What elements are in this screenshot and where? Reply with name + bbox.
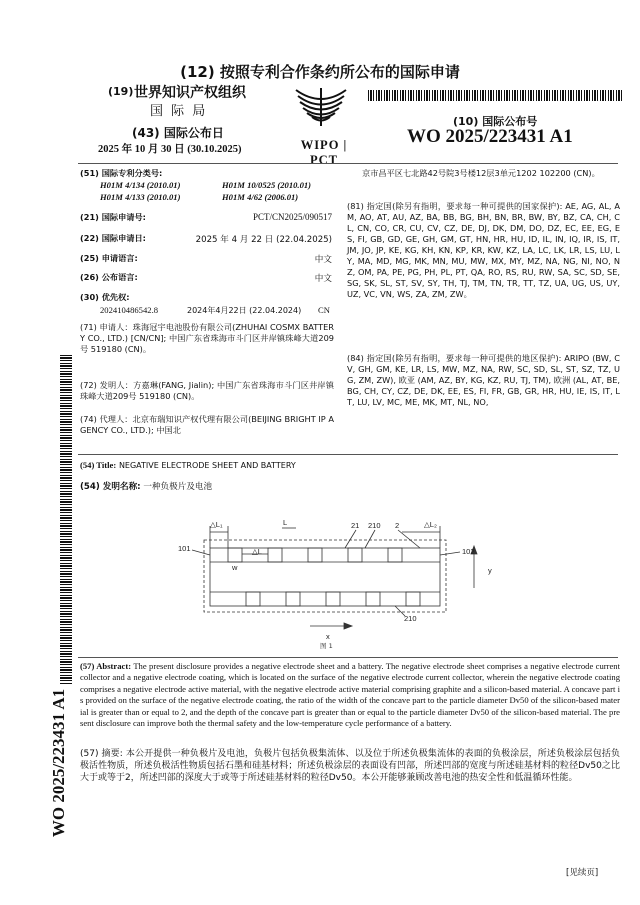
fig-label-101: 101 [178,544,191,553]
pub-no-label: (10) 国际公布号 [453,115,538,128]
continued-note: [见续页] [566,868,599,878]
org-sub: 国 际 局 [150,104,208,119]
pub-lang: 中文 [314,274,332,284]
agent-continued: 京市昌平区七北路42号院3号楼12层3单元1202 102200 (CN)。 [362,168,600,178]
pub-date-label: (43) 国际公布日 [132,126,224,140]
fig-label-dl2: △L₂ [424,520,437,529]
abstract-en [80,661,620,729]
fig-label-2: 2 [395,521,400,530]
title-en: NEGATIVE ELECTRODE SHEET AND BATTERY [118,461,296,470]
barcode-side [60,355,72,685]
title-en-row [80,460,296,471]
figure-1 [170,510,510,640]
title-cn: 一种负极片及电池 [143,482,213,492]
priority-country: CN [318,305,330,315]
agent: (74) 代理人：北京布瑞知识产权代理有限公司(BEIJING BRIGHT IP AGENCY CO., LTD.); 中国北 [80,414,334,435]
wipo-logo-icon [286,86,356,146]
document-title: (12) 按照专利合作条约所公布的国际申请 [180,63,460,81]
side-pub-no: WO 2025/223431 A1 [49,688,68,838]
header-rule [78,163,618,164]
abstract-en-text: The present disclosure provides a negative electrode sheet and a battery. The negative electrode sheet comprises a negative electrode current collector and a negative electrode coating, which is located on the surface of the negative electrode current collector, wherein the negative electrode coating comprises a negative electrode active material, with the negative electrode active material comprising graphite and a silicon-based material. A concave part is provided on the surface of the negative electrode coating, the ratio of the width of the concave part to the particle diameter Dv50 of the silicon-based material is greater than or equal to 2, and the depth of the concave part is greater than or equal to the particle diameter Dv50 of the silicon-based material. The present disclosure can improve both the thermal safety and the low-temperature cycle performance of a battery. [80,661,620,729]
app-no-label: (21) 国际申请号: [80,212,146,222]
org-number: (19) [108,85,134,98]
org-name: 世界知识产权组织 [134,85,246,101]
ipc-label: (51) 国际专利分类号: [80,168,163,178]
ipc-1: H01M 4/134 (2010.01) [100,180,181,190]
fig-label-l: L [283,518,288,527]
pub-lang-label: (26) 公布语言: [80,272,138,282]
pub-date: 2025 年 10 月 30 日 (30.10.2025) [98,144,242,155]
ipc-2: H01M 10/0525 (2010.01) [222,180,312,190]
fig-label-y: y [488,566,492,575]
abstract-cn: (57) 摘要: 本公开提供一种负极片及电池，负极片包括负极集流体、以及位于所述负极集流体的表面的负极涂层，所述负极涂层包括负极活性物质，所述负极活性物质包括石墨和硅基材料；所述负极涂层的表面设有凹部，所述凹部的宽度与所述硅基材料的粒径Dv50之比大于或等于2，所述凹部的深度大于或等于所述硅基材料的粒径Dv50。本公开能够兼顾改善电池的热安全性和低温循环性能。 [80,749,620,784]
fig-label-dl1: △L₁ [210,520,223,529]
fig-label-210-top: 210 [368,521,381,530]
priority-date: 2024年4月22日 (22.04.2024) [187,306,302,315]
title-en-label: (54) Title: [80,460,117,470]
fig-label-dl: △L [252,547,262,556]
fig-label-21: 21 [351,521,360,530]
biblio-rule [78,454,618,455]
pub-no: WO 2025/223431 A1 [407,126,573,147]
wipo-text: WIPO | PCT [300,138,348,167]
ipc-3: H01M 4/133 (2010.01) [100,192,181,202]
filing-date-label: (22) 国际申请日: [80,233,146,243]
title-cn-label: (54) 发明名称: [80,482,141,492]
filing-lang-label: (25) 申请语言: [80,253,138,263]
figure-caption: 图 1 [320,642,333,650]
priority-no: 202410486542.8 [100,305,159,315]
ipc-4: H01M 4/62 (2006.01) [222,192,299,202]
inventor: (72) 发明人：方嘉琳(FANG, Jialin); 中国广东省珠海市斗门区井岸镇珠峰大道209号 519180 (CN)。 [80,380,334,401]
filing-date: 2025 年 4 月 22 日 (22.04.2025) [195,235,332,245]
designated-states-84: (84) 指定国(除另有指明，要求每一种可提供的地区保护): ARIPO (BW, CV, GH, GM, KE, LR, LS, MW, MZ, NA, RW, SC, SD, SL, ST, SZ, TZ, UG, ZM, ZW), 欧亚 (AM, AZ, BY, KG, KZ, RU, TJ, TM), 欧洲 (AL, AT, BE, BG, CH, CY, CZ, DE, DK, EE, ES, FI, FR, GB, GR, HR, HU, IE, IS, IT, LT, LU, LV, MC, ME, MK, MT, NL, NO, [347,353,620,407]
abstract-en-label: (57) Abstract: [80,661,132,671]
filing-lang: 中文 [314,255,332,265]
fig-label-x: x [326,632,330,641]
priority-label: (30) 优先权: [80,292,130,302]
fig-label-210-bottom: 210 [404,614,417,623]
fig-label-102: 102 [462,547,475,556]
fig-label-w: w [232,563,238,572]
figure-rule [78,657,618,658]
title-cn-row [80,480,212,492]
app-no: PCT/CN2025/090517 [252,212,332,222]
barcode-top [368,90,622,101]
designated-states-81: (81) 指定国(除另有指明，要求每一种可提供的国家保护): AE, AG, AL, AM, AO, AT, AU, AZ, BA, BB, BG, BH, BN, BR, BW, BY, BZ, CA, CH, CL, CN, CO, CR, CU, CV, CZ, DE, DJ, DK, DM, DO, DZ, EC, EE, EG, ES, FI, GB, GD, GE, GH, GM, GT, HN, HR, HU, ID, IL, IN, IQ, IR, IS, IT, JM, JO, JP, KE, KG, KH, KN, KP, KR, KW, KZ, LA, LC, LK, LR, LS, LU, LY, MA, MD, MG, MK, MN, MU, MW, MX, MY, MZ, NA, NG, NI, NO, NZ, OM, PA, PE, PG, PH, PL, PT, QA, RO, RS, RU, RW, SA, SC, SD, SE, SG, SK, SL, ST, SV, SY, TH, TJ, TM, TN, TR, TT, TZ, UA, UG, US, UY, UZ, VC, VN, WS, ZA, ZM, ZW。 [347,201,620,299]
applicant: (71) 申请人：珠海冠宇电池股份有限公司(ZHUHAI COSMX BATTERY CO., LTD.) [CN/CN]; 中国广东省珠海市斗门区井岸镇珠峰大道209号 519180 (CN)。 [80,322,334,354]
